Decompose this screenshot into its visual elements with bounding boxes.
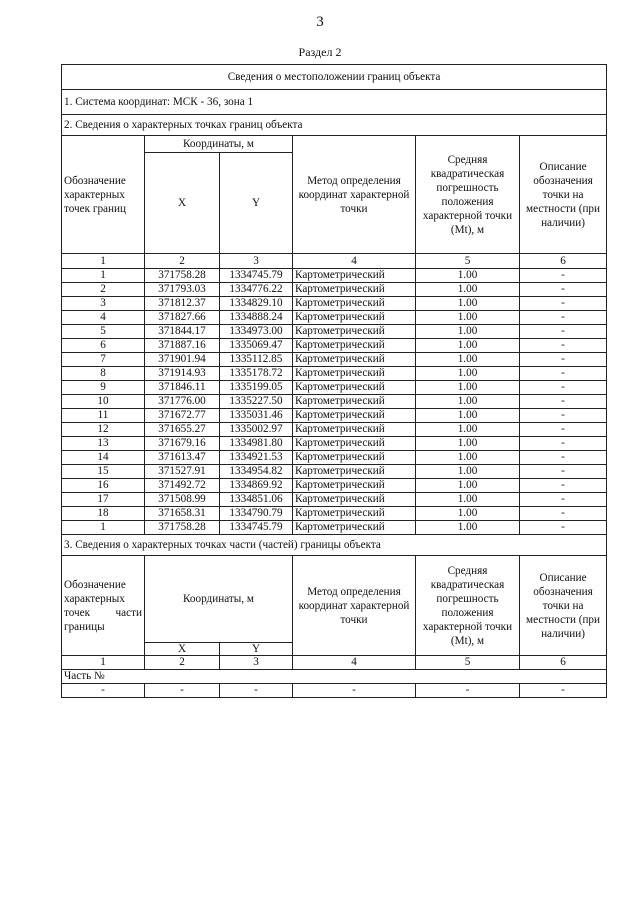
empty-cell: -: [520, 684, 607, 698]
error-cell: 1.00: [416, 409, 520, 423]
coord-x-cell: 371492.72: [145, 479, 220, 493]
description-cell: -: [520, 465, 607, 479]
description-cell: -: [520, 353, 607, 367]
point-number-cell: 14: [62, 451, 145, 465]
boundary-table: [61, 64, 607, 698]
description-cell: -: [520, 283, 607, 297]
description-cell: -: [520, 367, 607, 381]
error-cell: 1.00: [416, 283, 520, 297]
error-cell: 1.00: [416, 325, 520, 339]
coord-y-cell: 1335178.72: [220, 367, 293, 381]
description-cell: -: [520, 311, 607, 325]
error-cell: 1.00: [416, 479, 520, 493]
table-row: [62, 339, 607, 353]
header3-x: X: [145, 643, 220, 656]
coord-y-cell: 1334973.00: [220, 325, 293, 339]
coord-y-cell: 1335199.05: [220, 381, 293, 395]
description-cell: -: [520, 409, 607, 423]
table-row: [62, 297, 607, 311]
column-number: 4: [293, 656, 416, 670]
method-cell: Картометрический: [293, 507, 416, 521]
table-row: [62, 381, 607, 395]
point-number-cell: 10: [62, 395, 145, 409]
error-cell: 1.00: [416, 521, 520, 535]
coord-y-cell: 1335112.85: [220, 353, 293, 367]
coord-x-cell: 371887.16: [145, 339, 220, 353]
header3-method: Метод определения координат характерной точки: [293, 556, 416, 656]
description-cell: -: [520, 423, 607, 437]
column-number: 3: [220, 254, 293, 269]
header-description: Описание обозначения точки на местности (при наличии): [520, 136, 607, 254]
coord-x-cell: 371658.31: [145, 507, 220, 521]
coord-y-cell: 1335227.50: [220, 395, 293, 409]
point-number-cell: 17: [62, 493, 145, 507]
empty-cell: -: [220, 684, 293, 698]
description-cell: -: [520, 339, 607, 353]
point-number-cell: 4: [62, 311, 145, 325]
coord-y-cell: 1334869.92: [220, 479, 293, 493]
error-cell: 1.00: [416, 451, 520, 465]
description-cell: -: [520, 451, 607, 465]
method-cell: Картометрический: [293, 297, 416, 311]
empty-cell: -: [62, 684, 145, 698]
error-cell: 1.00: [416, 493, 520, 507]
header3-coords: Координаты, м: [145, 556, 293, 643]
column-number: 6: [520, 254, 607, 269]
header-error: Средняя квадратическая погрешность положения характерной точки (Mt), м: [416, 136, 520, 254]
method-cell: Картометрический: [293, 381, 416, 395]
point-number-cell: 9: [62, 381, 145, 395]
method-cell: Картометрический: [293, 269, 416, 283]
column-numbers-row: [62, 254, 607, 269]
coord-y-cell: 1334921.53: [220, 451, 293, 465]
description-cell: -: [520, 493, 607, 507]
description-cell: -: [520, 269, 607, 283]
error-cell: 1.00: [416, 311, 520, 325]
method-cell: Картометрический: [293, 465, 416, 479]
description-cell: -: [520, 395, 607, 409]
error-cell: 1.00: [416, 465, 520, 479]
coord-y-cell: 1334829.10: [220, 297, 293, 311]
table-row: [62, 353, 607, 367]
section3-title: 3. Сведения о характерных точках части (частей) границы объекта: [62, 535, 607, 556]
coord-x-cell: 371672.77: [145, 409, 220, 423]
method-cell: Картометрический: [293, 451, 416, 465]
coord-x-cell: 371613.47: [145, 451, 220, 465]
empty-row: [62, 684, 607, 698]
coord-y-cell: 1334981.80: [220, 437, 293, 451]
coord-x-cell: 371812.37: [145, 297, 220, 311]
method-cell: Картометрический: [293, 493, 416, 507]
header-y: Y: [220, 153, 293, 254]
point-number-cell: 3: [62, 297, 145, 311]
description-cell: -: [520, 479, 607, 493]
table-row: [62, 437, 607, 451]
coord-y-cell: 1335002.97: [220, 423, 293, 437]
coord-x-cell: 371758.28: [145, 269, 220, 283]
description-cell: -: [520, 437, 607, 451]
coord-x-cell: 371793.03: [145, 283, 220, 297]
error-cell: 1.00: [416, 507, 520, 521]
coord-x-cell: 371901.94: [145, 353, 220, 367]
method-cell: Картометрический: [293, 339, 416, 353]
error-cell: 1.00: [416, 395, 520, 409]
table-row: [62, 451, 607, 465]
page-number: 3: [316, 14, 324, 30]
table-title: Сведения о местоположении границ объекта: [62, 65, 607, 90]
column-number: 3: [220, 656, 293, 670]
coord-y-cell: 1334776.22: [220, 283, 293, 297]
error-cell: 1.00: [416, 381, 520, 395]
coord-y-cell: 1334745.79: [220, 521, 293, 535]
table-row: [62, 269, 607, 283]
header3-y: Y: [220, 643, 293, 656]
header-x: X: [145, 153, 220, 254]
column-number: 4: [293, 254, 416, 269]
coord-x-cell: 371655.27: [145, 423, 220, 437]
method-cell: Картометрический: [293, 479, 416, 493]
error-cell: 1.00: [416, 423, 520, 437]
coord-x-cell: 371914.93: [145, 367, 220, 381]
part-label: Часть №: [62, 670, 607, 684]
table-row: [62, 409, 607, 423]
table-row: [62, 479, 607, 493]
table-row: [62, 493, 607, 507]
table-row: [62, 521, 607, 535]
error-cell: 1.00: [416, 339, 520, 353]
column-number: 1: [62, 254, 145, 269]
header-coords: Координаты, м: [145, 136, 293, 153]
point-number-cell: 13: [62, 437, 145, 451]
table-row: [62, 465, 607, 479]
description-cell: -: [520, 325, 607, 339]
coord-y-cell: 1335069.47: [220, 339, 293, 353]
column-number: 2: [145, 254, 220, 269]
point-number-cell: 12: [62, 423, 145, 437]
column-numbers-row: [62, 656, 607, 670]
point-number-cell: 8: [62, 367, 145, 381]
point-number-cell: 11: [62, 409, 145, 423]
coord-y-cell: 1334790.79: [220, 507, 293, 521]
method-cell: Картометрический: [293, 325, 416, 339]
description-cell: -: [520, 381, 607, 395]
method-cell: Картометрический: [293, 423, 416, 437]
table-row: [62, 507, 607, 521]
column-number: 2: [145, 656, 220, 670]
table-row: [62, 283, 607, 297]
coord-y-cell: 1334954.82: [220, 465, 293, 479]
method-cell: Картометрический: [293, 437, 416, 451]
method-cell: Картометрический: [293, 395, 416, 409]
header-method: Метод определения координат характерной точки: [293, 136, 416, 254]
column-number: 1: [62, 656, 145, 670]
header3-designation: Обозначение характерных точек части границы: [62, 556, 145, 656]
empty-cell: -: [416, 684, 520, 698]
error-cell: 1.00: [416, 367, 520, 381]
coord-y-cell: 1335031.46: [220, 409, 293, 423]
point-number-cell: 16: [62, 479, 145, 493]
coord-y-cell: 1334888.24: [220, 311, 293, 325]
point-number-cell: 6: [62, 339, 145, 353]
method-cell: Картометрический: [293, 353, 416, 367]
table-row: [62, 423, 607, 437]
section-title: Раздел 2: [298, 45, 342, 59]
point-number-cell: 1: [62, 521, 145, 535]
coord-x-cell: 371827.66: [145, 311, 220, 325]
point-number-cell: 2: [62, 283, 145, 297]
column-number: 5: [416, 254, 520, 269]
coord-x-cell: 371527.91: [145, 465, 220, 479]
header-designation: Обозначение характерных точек границ: [62, 136, 145, 254]
error-cell: 1.00: [416, 297, 520, 311]
coord-x-cell: 371776.00: [145, 395, 220, 409]
method-cell: Картометрический: [293, 521, 416, 535]
header3-error: Средняя квадратическая погрешность положения характерной точки (Mt), м: [416, 556, 520, 656]
point-number-cell: 1: [62, 269, 145, 283]
coord-y-cell: 1334745.79: [220, 269, 293, 283]
method-cell: Картометрический: [293, 283, 416, 297]
table-row: [62, 395, 607, 409]
description-cell: -: [520, 507, 607, 521]
description-cell: -: [520, 521, 607, 535]
column-number: 5: [416, 656, 520, 670]
point-number-cell: 18: [62, 507, 145, 521]
error-cell: 1.00: [416, 269, 520, 283]
method-cell: Картометрический: [293, 409, 416, 423]
coord-x-cell: 371846.11: [145, 381, 220, 395]
point-number-cell: 7: [62, 353, 145, 367]
point-number-cell: 5: [62, 325, 145, 339]
table-row: [62, 367, 607, 381]
coord-x-cell: 371844.17: [145, 325, 220, 339]
empty-cell: -: [293, 684, 416, 698]
coord-x-cell: 371508.99: [145, 493, 220, 507]
coord-system: 1. Система координат: МСК - 36, зона 1: [62, 90, 607, 115]
coord-x-cell: 371679.16: [145, 437, 220, 451]
header3-description: Описание обозначения точки на местности (при наличии): [520, 556, 607, 656]
table-row: [62, 325, 607, 339]
error-cell: 1.00: [416, 353, 520, 367]
error-cell: 1.00: [416, 437, 520, 451]
coord-y-cell: 1334851.06: [220, 493, 293, 507]
coord-x-cell: 371758.28: [145, 521, 220, 535]
column-number: 6: [520, 656, 607, 670]
empty-cell: -: [145, 684, 220, 698]
description-cell: -: [520, 297, 607, 311]
method-cell: Картометрический: [293, 367, 416, 381]
section2-title: 2. Сведения о характерных точках границ объекта: [62, 115, 607, 136]
point-number-cell: 15: [62, 465, 145, 479]
table-row: [62, 311, 607, 325]
method-cell: Картометрический: [293, 311, 416, 325]
